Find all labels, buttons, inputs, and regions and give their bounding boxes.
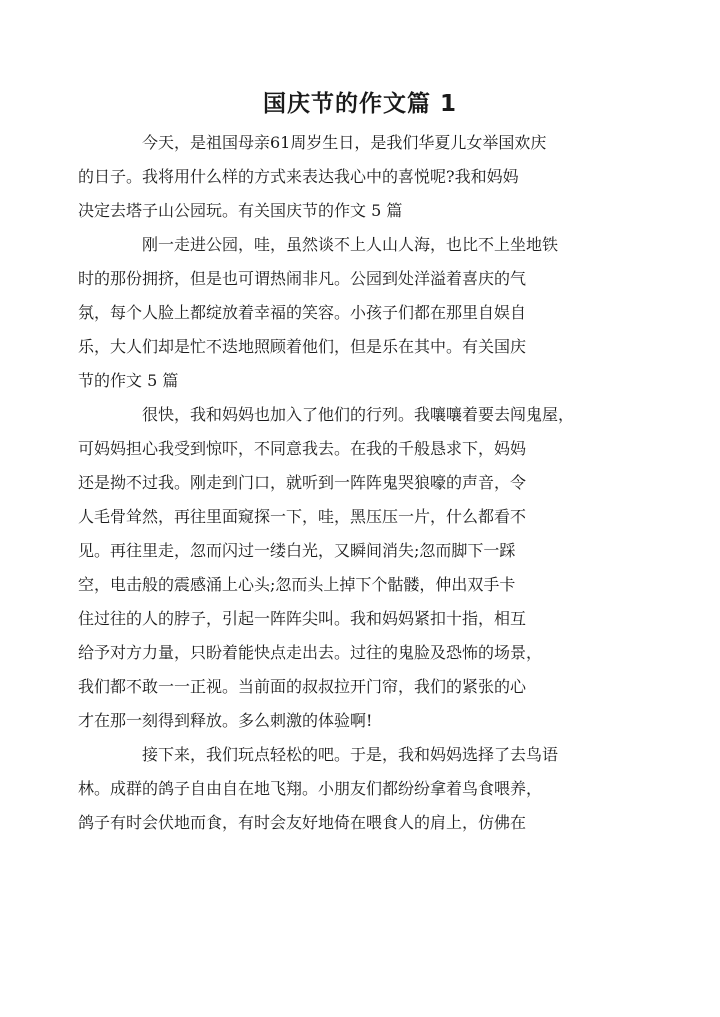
document-title: 国庆节的作文篇 1 (262, 91, 457, 117)
paragraph-line: 鸽子有时会伏地而食，有时会友好地倚在喂食人的肩上，仿佛在 (78, 813, 527, 832)
paragraph-line: 乐，大人们却是忙不迭地照顾着他们，但是乐在其中。有关国庆 (78, 337, 527, 356)
paragraph-line: 的日子。我将用什么样的方式来表达我心中的喜悦呢?我和妈妈 (78, 167, 519, 186)
paragraph-line: 可妈妈担心我受到惊吓，不同意我去。在我的千般恳求下，妈妈 (78, 439, 527, 458)
paragraph-line: 今天，是祖国母亲61周岁生日，是我们华夏儿女举国欢庆 (142, 133, 547, 152)
paragraph-line: 氛，每个人脸上都绽放着幸福的笑容。小孩子们都在那里自娱自 (78, 303, 527, 322)
paragraph-line: 很快，我和妈妈也加入了他们的行列。我嚷嚷着要去闯鬼屋， (142, 405, 575, 424)
paragraph-line: 时的那份拥挤，但是也可谓热闹非凡。公园到处洋溢着喜庆的气 (78, 269, 527, 288)
paragraph-line: 人毛骨耸然，再往里面窥探一下，哇，黑压压一片，什么都看不 (78, 507, 527, 526)
paragraph-2 (78, 228, 610, 398)
paragraph-line: 接下来，我们玩点轻松的吧。于是，我和妈妈选择了去鸟语 (142, 745, 559, 764)
paragraph-3 (78, 398, 610, 738)
paragraph-line: 节的作文 5 篇 (78, 371, 179, 390)
paragraph-line: 见。再往里走，忽而闪过一缕白光，又瞬间消失;忽而脚下一踩 (78, 541, 516, 560)
paragraph-line: 住过往的人的脖子，引起一阵阵尖叫。我和妈妈紧扣十指，相互 (78, 609, 527, 628)
paragraph-1 (78, 126, 610, 228)
paragraph-4 (78, 738, 610, 840)
paragraph-line: 林。成群的鸽子自由自在地飞翔。小朋友们都纷纷拿着鸟食喂养， (78, 779, 543, 798)
document-body (78, 126, 610, 840)
paragraph-line: 刚一走进公园，哇，虽然谈不上人山人海，也比不上坐地铁 (142, 235, 559, 254)
paragraph-line: 空，电击般的震感涌上心头;忽而头上掉下个骷髅，伸出双手卡 (78, 575, 516, 594)
paragraph-line: 还是拗不过我。刚走到门口，就听到一阵阵鬼哭狼嚎的声音，令 (78, 473, 527, 492)
paragraph-line: 才在那一刻得到释放。多么刺激的体验啊! (78, 711, 373, 730)
paragraph-line: 我们都不敢一一正视。当前面的叔叔拉开门帘，我们的紧张的心 (78, 677, 527, 696)
paragraph-line: 给予对方力量，只盼着能快点走出去。过往的鬼脸及恐怖的场景， (78, 643, 543, 662)
paragraph-line: 决定去塔子山公园玩。有关国庆节的作文 5 篇 (78, 201, 403, 220)
